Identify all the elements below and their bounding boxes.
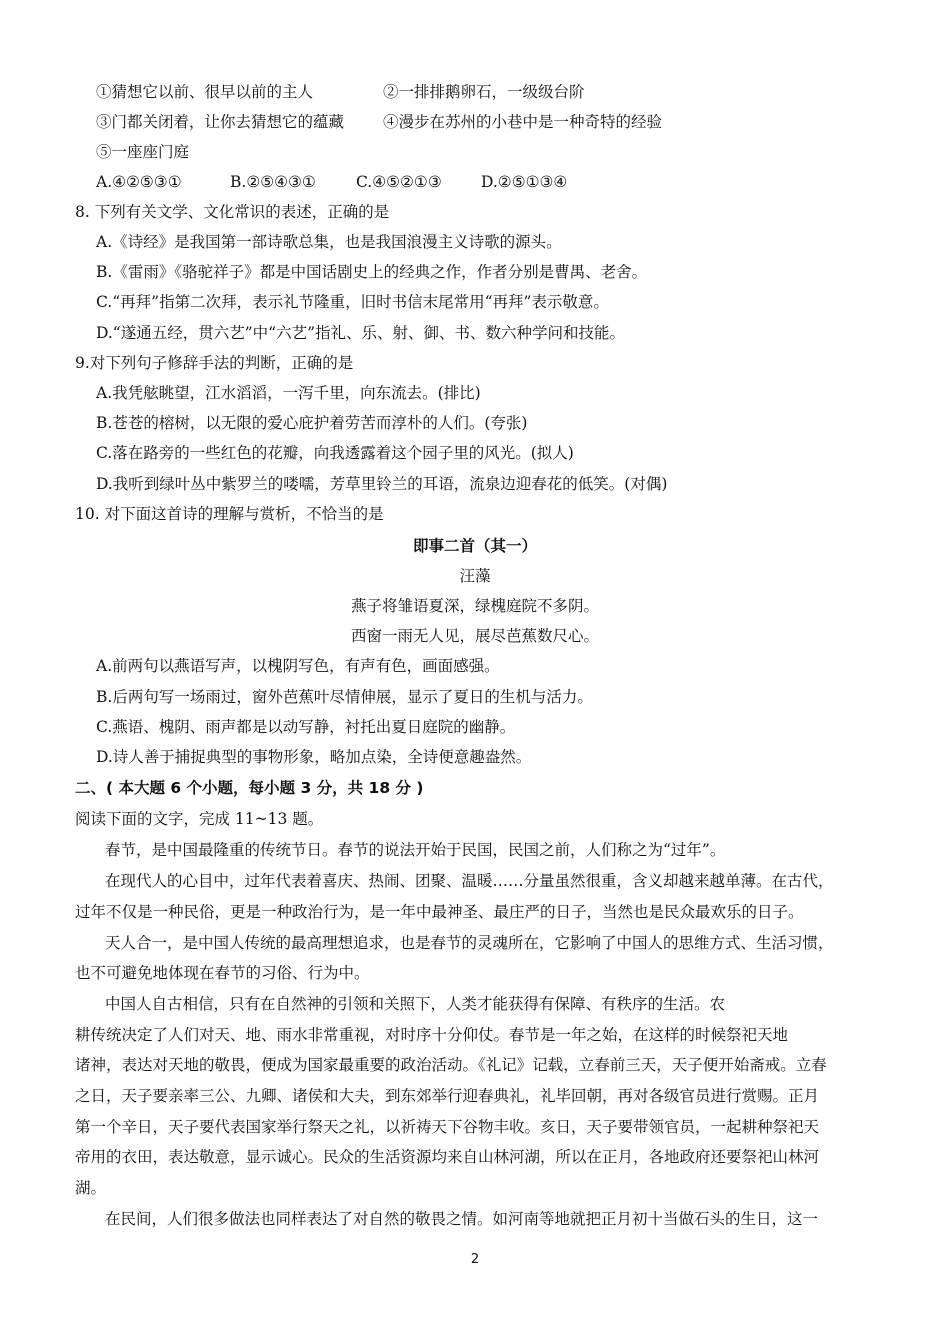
passage-line-7: 耕传统决定了人们对天、地、雨水非常重视，对时序十分仰仗。春节是一年之始，在这样的时候祭祀天地 — [75, 1026, 789, 1044]
q8-option-c: C.“再拜”指第二次拜，表示礼节隆重，旧时书信末尾常用“再拜”表示敬意。 — [96, 293, 609, 311]
q9-option-d: D.我听到绿叶丛中紫罗兰的喽嚅，芳草里铃兰的耳语，流泉边迎春花的低笑。(对偶) — [96, 475, 668, 493]
q7-item-2: ②一排排鹅卵石，一级级台阶 — [383, 83, 585, 101]
q10-option-d: D.诗人善于捕捉典型的事物形象，略加点染，全诗便意趣盎然。 — [96, 748, 532, 766]
passage-line-2: 在现代人的心目中，过年代表着喜庆、热闹、团聚、温暖……分量虽然很重，含义却越来越单薄。在古代， — [105, 872, 834, 890]
poem-title: 即事二首（其一） — [412, 536, 537, 555]
passage-line-11: 帝用的衣田，表达敬意，显示诚心。民众的生活资源均来自山林河湖，所以在正月，各地政府还要祭祀山林河 — [75, 1148, 820, 1166]
passage-line-6: 中国人自古相信，只有在自然神的引领和关照下，人类才能获得有保障、有秩序的生活。农 — [105, 995, 726, 1013]
q7-item-1: ①猜想它以前、很早以前的主人 — [96, 83, 314, 101]
poem-line-2: 西窗一雨无人见，展尽芭蕉数尺心。 — [350, 627, 599, 645]
q8-stem: 8. 下列有关文学、文化常识的表述，正确的是 — [75, 203, 390, 221]
q8-option-d: D.“遂通五经，贯六艺”中“六艺”指礼、乐、射、御、书、数六种学问和技能。 — [96, 324, 626, 342]
passage-line-9: 之日，天子要亲率三公、九卿、诸侯和大夫，到东郊举行迎春典礼，礼毕回朝，再对各级官员进行赏赐。正月 — [75, 1087, 820, 1105]
passage-line-13: 在民间，人们很多做法也同样表达了对自然的敬畏之情。如河南等地就把正月初十当做石头的生日，这一 — [105, 1210, 819, 1228]
q7-item-4: ④漫步在苏州的小巷中是一种奇特的经验 — [383, 113, 663, 131]
passage-line-12: 湖。 — [75, 1179, 107, 1197]
q9-option-c: C.落在路旁的一些红色的花瓣，向我透露着这个园子里的风光。(拟人) — [96, 444, 574, 462]
passage-line-1: 春节，是中国最隆重的传统节日。春节的说法开始于民国，民国之前，人们称之为“过年”。 — [105, 841, 726, 859]
q7-item-3: ③门都关闭着，让你去猜想它的蕴藏 — [96, 113, 345, 131]
q10-option-a: A.前两句以燕语写声，以槐阴写色，有声有色，画面感强。 — [96, 657, 500, 675]
passage-line-8: 诸神，表达对天地的敬畏，便成为国家最重要的政治活动。《礼记》记载，立春前三天，天子便开始斋戒。立春 — [75, 1056, 827, 1074]
q7-item-5: ⑤一座座门庭 — [96, 143, 190, 161]
q10-stem: 10. 对下面这首诗的理解与赏析，不恰当的是 — [75, 505, 384, 523]
poem-author: 汪藻 — [459, 567, 491, 585]
q7-option-a: A.④②⑤③① — [96, 173, 182, 191]
section-2-heading: 二、( 本大题 6 个小题，每小题 3 分，共 18 分 ) — [75, 779, 424, 797]
passage-line-4: 天人合一，是中国人传统的最高理想追求，也是春节的灵魂所在，它影响了中国人的思维方式、生活习惯， — [105, 934, 834, 952]
q8-option-b: B.《雷雨》《骆驼祥子》都是中国话剧史上的经典之作，作者分别是曹禺、老舍。 — [96, 263, 648, 281]
q10-option-b: B.后两句写一场雨过，窗外芭蕉叶尽情伸展，显示了夏日的生机与活力。 — [96, 688, 593, 706]
section-2-instruction: 阅读下面的文字，完成 11~13 题。 — [75, 810, 324, 828]
q7-option-b: B.②⑤④③① — [230, 173, 316, 191]
page-number: 2 — [470, 1252, 480, 1267]
q9-stem: 9.对下列句子修辞手法的判断，正确的是 — [75, 354, 354, 372]
q7-option-d: D.②⑤①③④ — [481, 173, 568, 191]
passage-line-5: 也不可避免地体现在春节的习俗、行为中。 — [75, 964, 370, 982]
q9-option-a: A.我凭舷眺望，江水滔滔，一泻千里，向东流去。(排比) — [96, 384, 481, 402]
q9-option-b: B.苍苍的榕树，以无限的爱心庇护着劳苦而淳朴的人们。(夸张) — [96, 414, 528, 432]
passage-line-3: 过年不仅是一种民俗，更是一种政治行为，是一年中最神圣、最庄严的日子，当然也是民众最欢乐的日子。 — [75, 903, 804, 921]
q10-option-c: C.燕语、槐阴、雨声都是以动写静，衬托出夏日庭院的幽静。 — [96, 718, 516, 736]
passage-line-10: 第一个辛日，天子要代表国家举行祭天之礼，以祈祷天下谷物丰收。亥日，天子要带领官员，一起耕种祭祀天 — [75, 1118, 820, 1136]
poem-line-1: 燕子将雏语夏深，绿槐庭院不多阴。 — [350, 597, 599, 615]
q8-option-a: A.《诗经》是我国第一部诗歌总集，也是我国浪漫主义诗歌的源头。 — [96, 233, 562, 251]
q7-option-c: C.④⑤②①③ — [356, 173, 442, 191]
